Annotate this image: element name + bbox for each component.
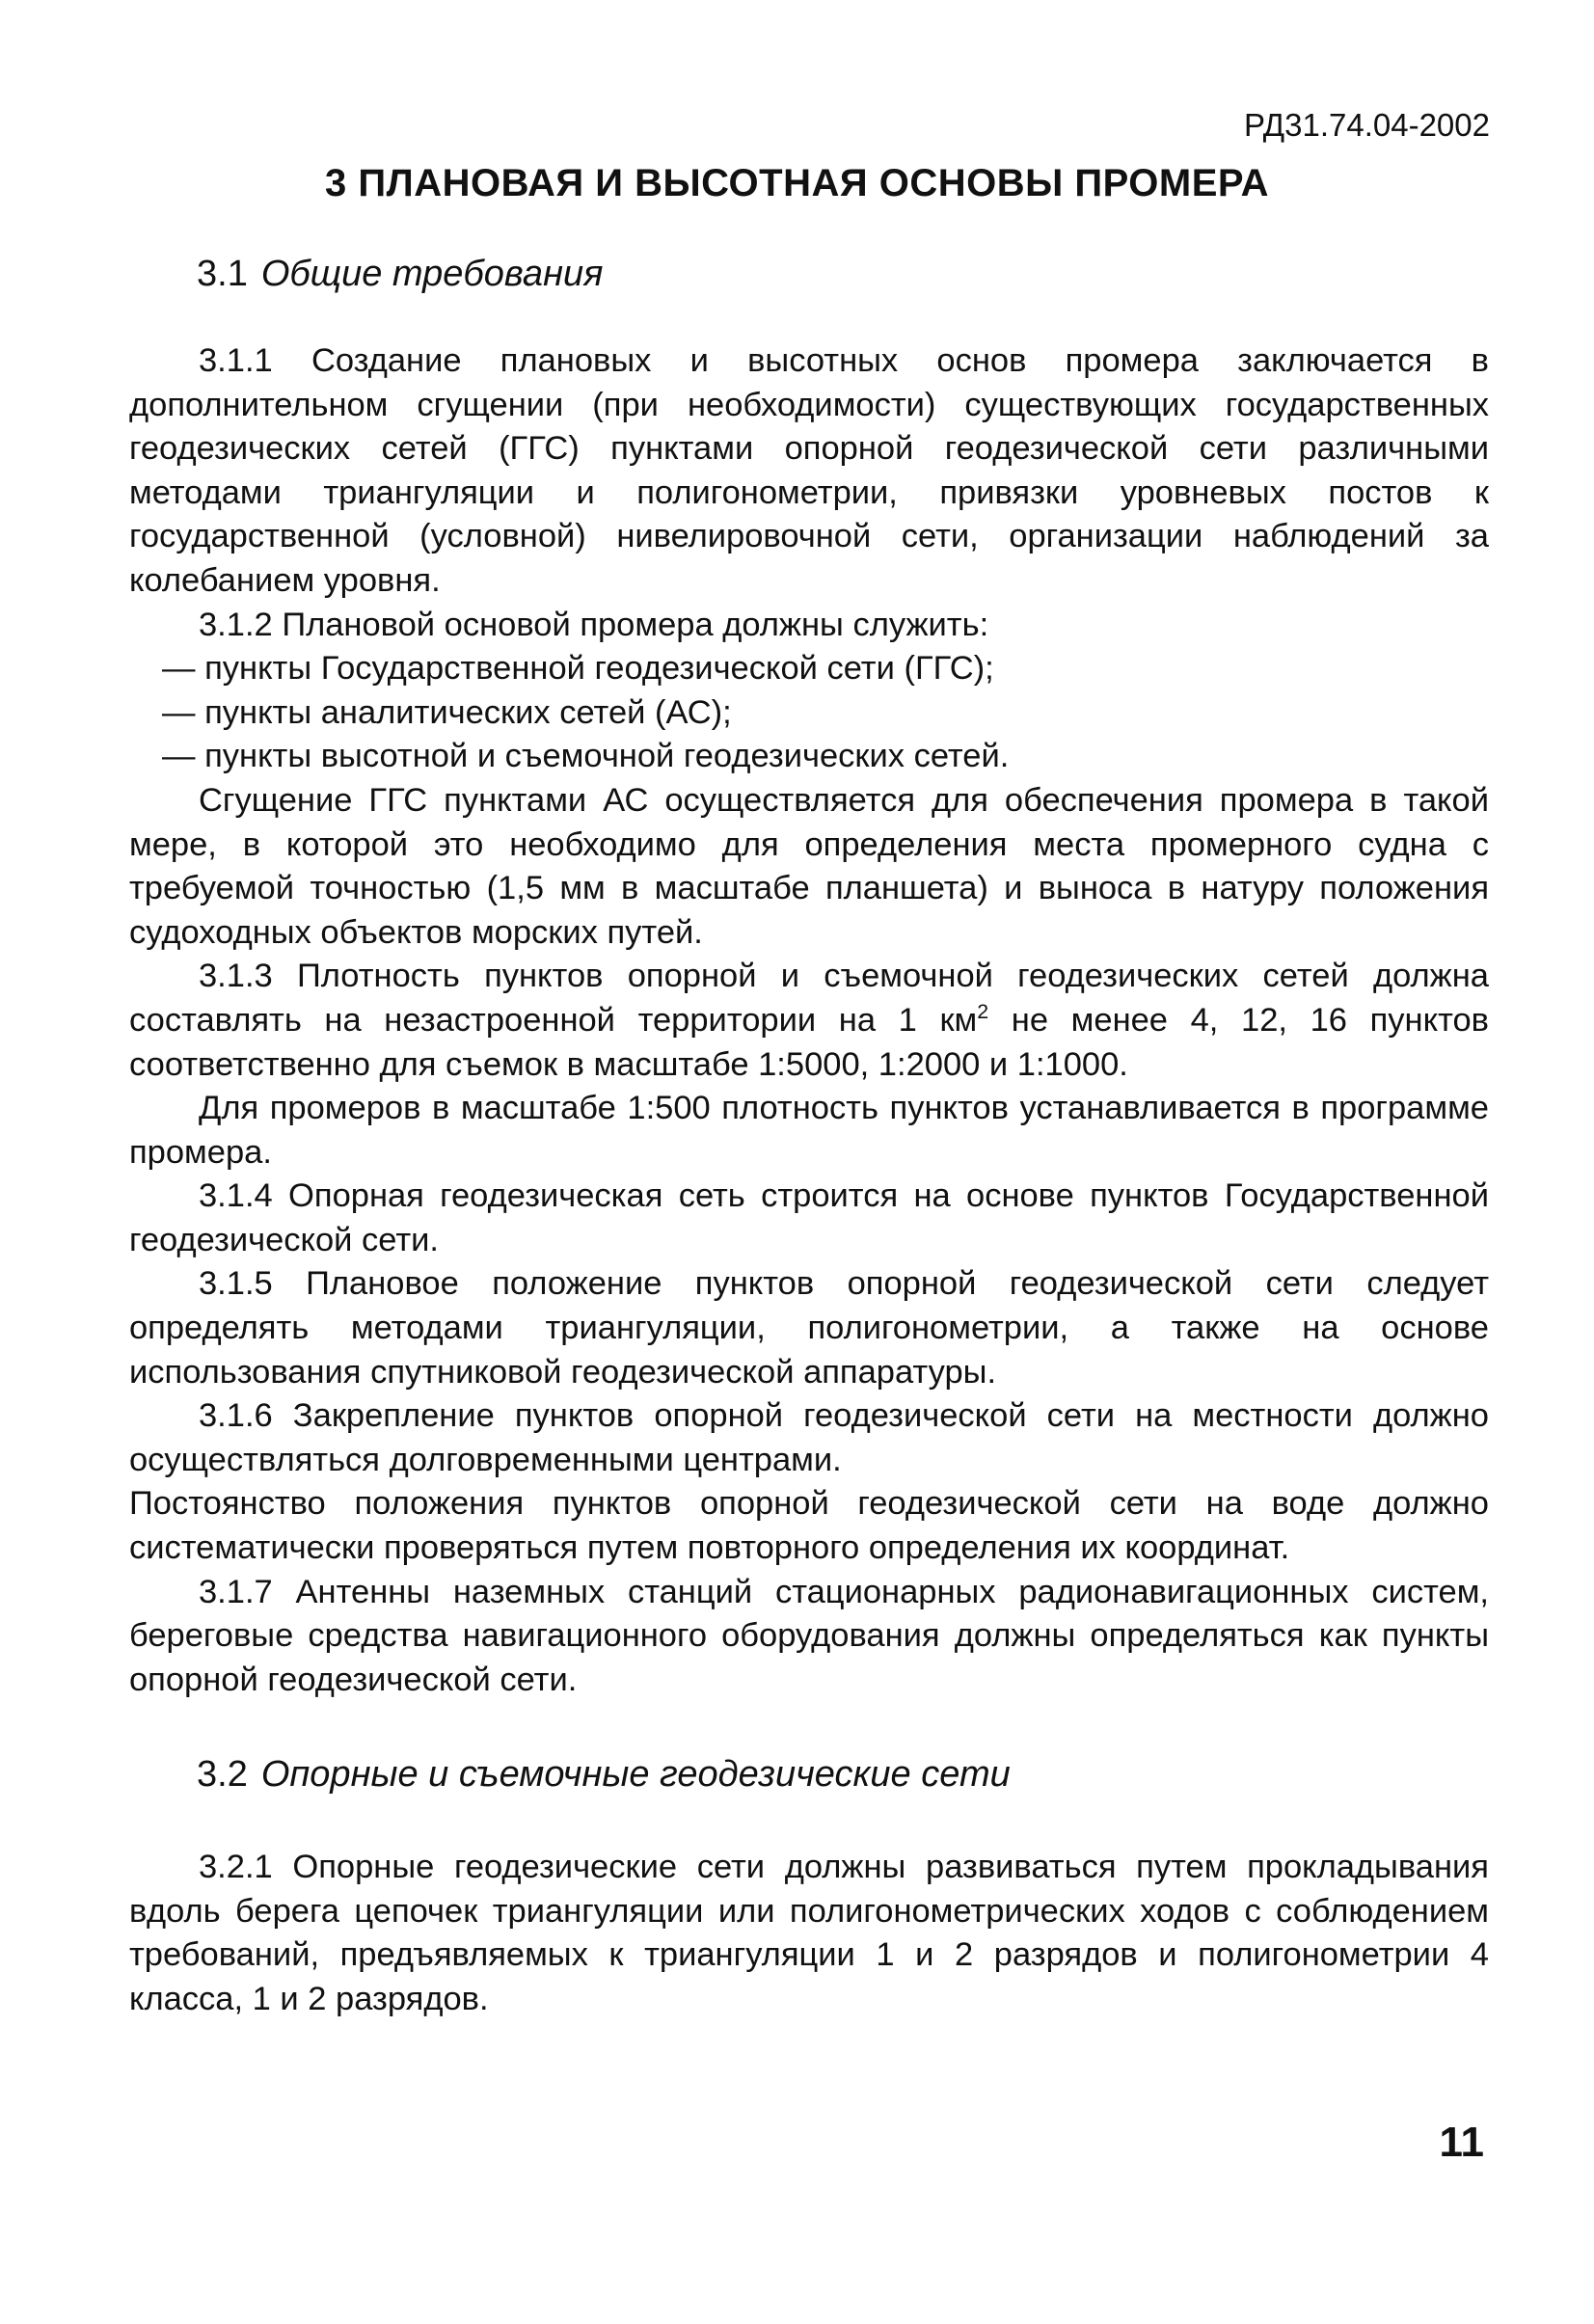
paragraph-stability: Постоянство положения пунктов опорной геодезической сети на воде должно систематически проверяться путем повторного определения их координат. [129,1485,1489,1567]
paragraph-3-1-3-part2: не менее 4, 12, 16 пунктов соответственно для съемок в масштабе 1:5000, 1:2000 и 1:1000. [129,1001,1489,1083]
chapter-title: 3 ПЛАНОВАЯ И ВЫСОТНАЯ ОСНОВЫ ПРОМЕРА [325,162,1269,204]
paragraph-3-1-7: 3.1.7 Антенны наземных станций стационарных радионавигационных систем, береговые средства навигационного оборудования должны определяться как пункты опорной геодезической сети. [129,1573,1489,1698]
section-3-2-body [129,1846,1489,2021]
section-heading-3-1 [197,253,603,297]
section-heading-3-2 [197,1753,1011,1797]
paragraph-3-1-3-part1: 3.1.3 Плотность пунктов опорной и съемочной геодезических сетей должна составлять на незастроенной территории на 1 км [129,958,1489,1039]
list-item-ggs: — пункты Государственной геодезической сети (ГГС); [162,650,994,688]
list-item-as: — пункты аналитических сетей (АС); [162,693,732,731]
section-number: 3.1 [197,254,248,294]
paragraph-3-1-4: 3.1.4 Опорная геодезическая сеть строится на основе пунктов Государственной геодезической сети. [129,1177,1489,1258]
section-number: 3.2 [197,1754,248,1795]
paragraph-3-2-1: 3.2.1 Опорные геодезические сети должны развиваться путем прокладывания вдоль берега цепочек триангуляции или полигонометрических ходов с соблюдением требований, предъявляемых к триангуляции 1 и 2 разрядов и полигонометрии 4 класса, 1 и 2 разрядов. [129,1849,1489,2017]
paragraph-scale-500: Для промеров в масштабе 1:500 плотность пунктов устанавливается в программе промера. [129,1090,1489,1171]
list-item-survey-networks: — пункты высотной и съемочной геодезических сетей. [162,738,1010,775]
paragraph-3-1-3 [129,955,1489,1087]
page-number: 11 [1439,2119,1484,2166]
paragraph-3-1-1: 3.1.1 Создание плановых и высотных основ промера заключается в дополнительном сгущении (при необходимости) существующих государственных геодезических сетей (ГГС) пунктами опорной геодезической сети различными методами триангуляции и полигонометрии, привязки уровневых постов к государственной (условной) нивелировочной сети, организации наблюдений за колебанием уровня. [129,342,1489,599]
paragraph-3-1-2: 3.1.2 Плановой основой промера должны служить: [199,606,989,643]
section-title: Опорные и съемочные геодезические сети [260,1754,1011,1795]
document-code: РД31.74.04-2002 [1243,107,1490,143]
paragraph-3-1-5: 3.1.5 Плановое положение пунктов опорной геодезической сети следует определять методами триангуляции, полигонометрии, а также на основе использования спутниковой геодезической аппаратуры. [129,1265,1489,1391]
paragraph-3-1-6: 3.1.6 Закрепление пунктов опорной геодезической сети на местности должно осуществляться долговременными центрами. [129,1397,1489,1478]
section-3-1-body [129,339,1489,1702]
paragraph-densification: Сгущение ГГС пунктами АС осуществляется для обеспечения промера в такой мере, в которой это необходимо для определения места промерного судна с требуемой точностью (1,5 мм в масштабе планшета) и выноса в натуру положения судоходных объектов морских путей. [129,781,1489,951]
superscript-2: 2 [977,999,989,1023]
section-title: Общие требования [260,254,604,294]
